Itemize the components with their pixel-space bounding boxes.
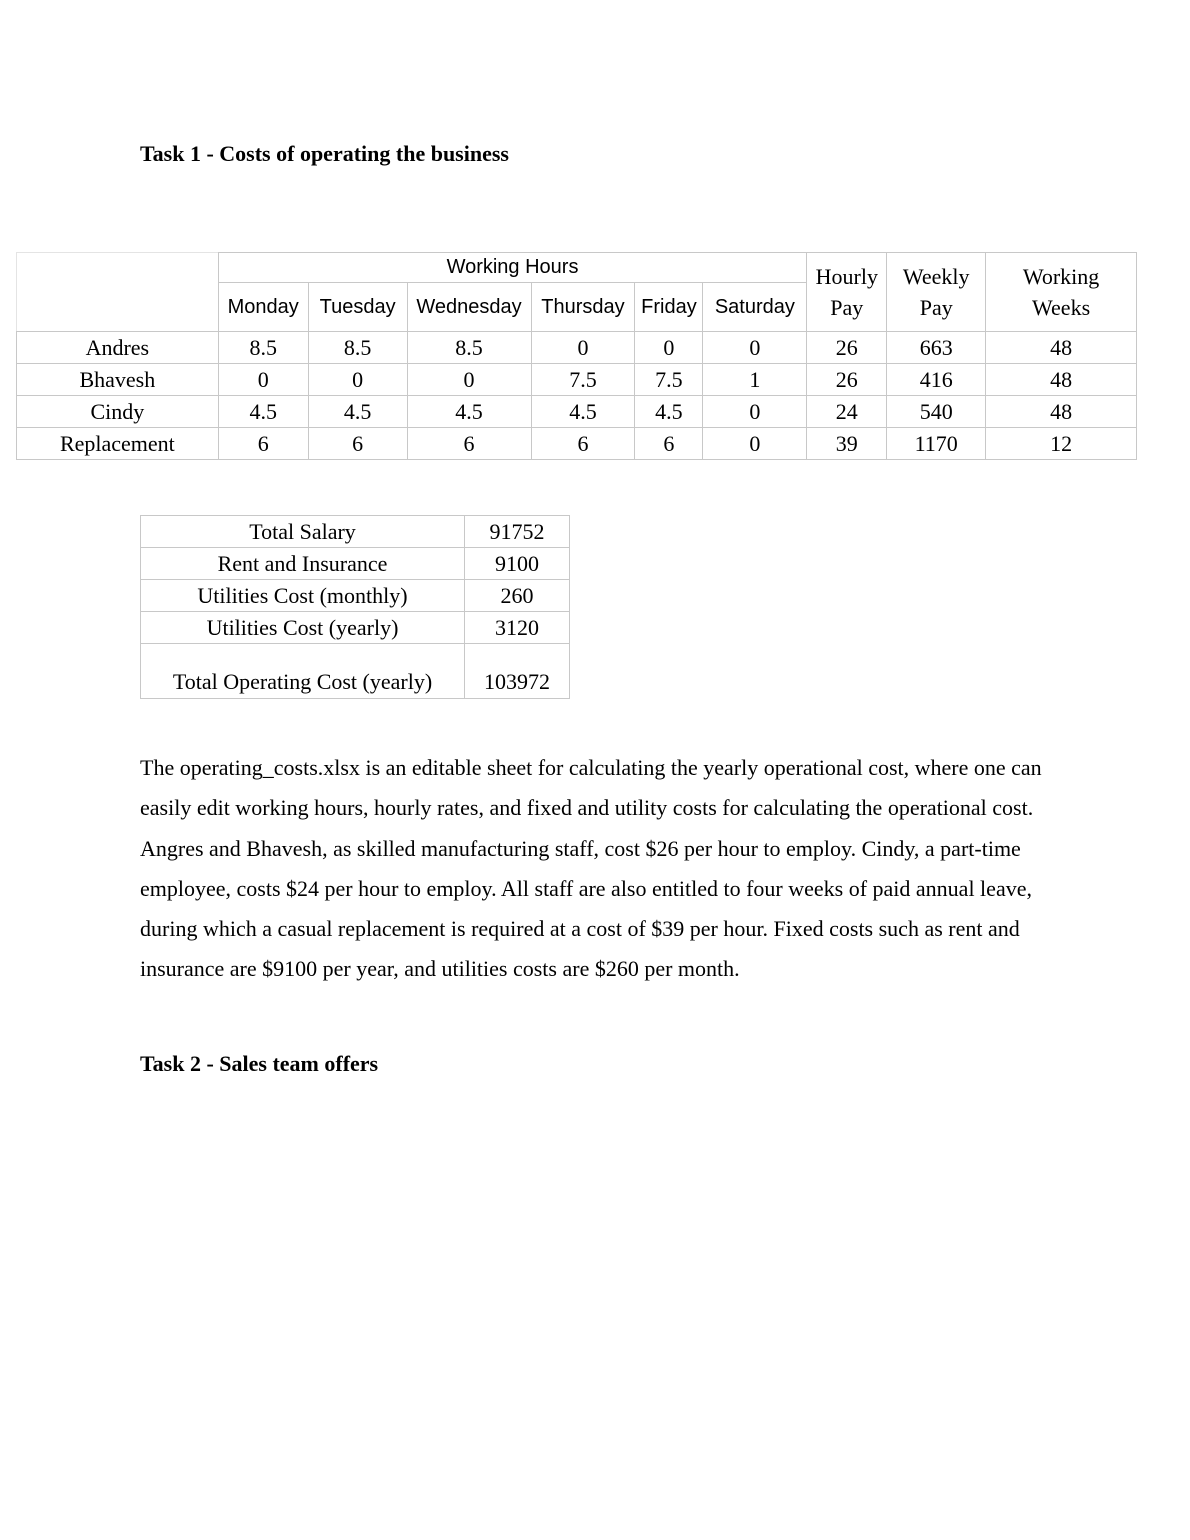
weekly-pay-cell: 540: [887, 396, 986, 428]
hours-cell: 0: [703, 428, 807, 460]
summary-value: 9100: [465, 548, 570, 580]
hours-cell: 0: [703, 396, 807, 428]
hours-cell: 0: [531, 332, 635, 364]
hours-cell: 6: [308, 428, 407, 460]
hours-cell: 1: [703, 364, 807, 396]
hours-cell: 6: [218, 428, 308, 460]
task1-heading: Task 1 - Costs of operating the business: [140, 141, 509, 166]
summary-label: Utilities Cost (monthly): [141, 580, 465, 612]
weekly-pay-header: [887, 253, 986, 332]
operating-cost-summary-table: [140, 515, 570, 699]
hours-cell: 0: [218, 364, 308, 396]
working-weeks-header-line1: Working: [1022, 264, 1100, 289]
hourly-pay-cell: 24: [807, 396, 887, 428]
employee-name: Andres: [17, 332, 219, 364]
working-hours-header: Working Hours: [218, 253, 807, 283]
day-header-friday: Friday: [635, 283, 703, 332]
hours-cell: 4.5: [531, 396, 635, 428]
corner-cell-lower: [17, 283, 219, 332]
working-weeks-cell: 12: [986, 428, 1137, 460]
working-weeks-cell: 48: [986, 332, 1137, 364]
table-row: [17, 332, 1137, 364]
hours-cell: 4.5: [407, 396, 531, 428]
hourly-pay-header: [807, 253, 887, 332]
day-header-thursday: Thursday: [531, 283, 635, 332]
day-header-saturday: Saturday: [703, 283, 807, 332]
summary-label: Total Salary: [141, 516, 465, 548]
hours-cell: 6: [407, 428, 531, 460]
summary-label: Total Operating Cost (yearly): [141, 644, 465, 699]
day-header-monday: Monday: [218, 283, 308, 332]
working-hours-table: [16, 252, 1137, 460]
table-row: [141, 580, 570, 612]
table-row: [141, 516, 570, 548]
weekly-pay-header-line2: Pay: [919, 295, 953, 320]
employee-name: Bhavesh: [17, 364, 219, 396]
summary-label: Rent and Insurance: [141, 548, 465, 580]
hours-cell: 4.5: [308, 396, 407, 428]
day-header-tuesday: Tuesday: [308, 283, 407, 332]
hourly-pay-cell: 26: [807, 364, 887, 396]
weekly-pay-cell: 663: [887, 332, 986, 364]
hours-cell: 0: [407, 364, 531, 396]
weekly-pay-cell: 1170: [887, 428, 986, 460]
table-row: [17, 364, 1137, 396]
corner-cell: [17, 253, 219, 283]
summary-value: 260: [465, 580, 570, 612]
table-row: [141, 644, 570, 699]
table-row: [141, 612, 570, 644]
hours-cell: 8.5: [218, 332, 308, 364]
hourly-pay-header-line1: Hourly: [815, 264, 878, 289]
working-weeks-cell: 48: [986, 364, 1137, 396]
table-row: [17, 428, 1137, 460]
summary-value: 3120: [465, 612, 570, 644]
weekly-pay-header-line1: Weekly: [902, 264, 970, 289]
employee-name: Replacement: [17, 428, 219, 460]
hourly-pay-cell: 39: [807, 428, 887, 460]
hourly-pay-cell: 26: [807, 332, 887, 364]
hours-cell: 0: [635, 332, 703, 364]
working-weeks-header-line2: Weeks: [1032, 295, 1091, 320]
hours-cell: 6: [531, 428, 635, 460]
hours-cell: 7.5: [635, 364, 703, 396]
table-row: [141, 548, 570, 580]
table-row: [17, 396, 1137, 428]
hourly-pay-header-line2: Pay: [830, 295, 864, 320]
hours-cell: 8.5: [308, 332, 407, 364]
summary-label: Utilities Cost (yearly): [141, 612, 465, 644]
description-paragraph: The operating_costs.xlsx is an editable sheet for calculating the yearly operational cost, where one can easily edit working hours, hourly rates, and fixed and utility costs for calculating the operational cost. Angres and Bhavesh, as skilled manufacturing staff, cost $26 per hour to employ. Cindy, a part-time employee, costs $24 per hour to employ. All staff are also entitled to four weeks of paid annual leave, during which a casual replacement is required at a cost of $39 per hour. Fixed costs such as rent and insurance are $9100 per year, and utilities costs are $260 per month.: [140, 755, 1042, 982]
employee-name: Cindy: [17, 396, 219, 428]
hours-cell: 0: [308, 364, 407, 396]
hours-cell: 4.5: [218, 396, 308, 428]
summary-value: 91752: [465, 516, 570, 548]
day-header-wednesday: Wednesday: [407, 283, 531, 332]
hours-cell: 4.5: [635, 396, 703, 428]
hours-cell: 6: [635, 428, 703, 460]
task2-heading: Task 2 - Sales team offers: [140, 1051, 379, 1076]
hours-cell: 0: [703, 332, 807, 364]
working-weeks-cell: 48: [986, 396, 1137, 428]
summary-value: 103972: [465, 644, 570, 699]
hours-cell: 7.5: [531, 364, 635, 396]
weekly-pay-cell: 416: [887, 364, 986, 396]
working-weeks-header: [986, 253, 1137, 332]
hours-cell: 8.5: [407, 332, 531, 364]
